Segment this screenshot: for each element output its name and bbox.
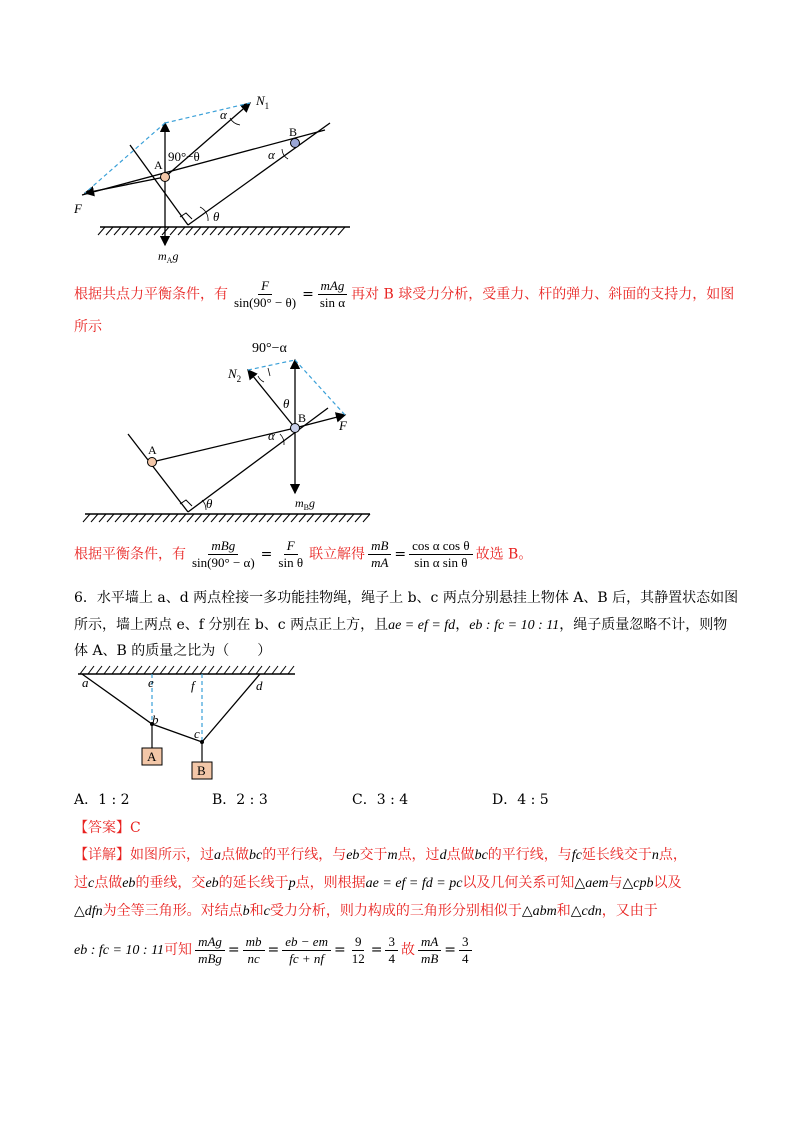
- label-d: d: [256, 678, 263, 693]
- para2-frac2: $\frac{F}{\text{sin θ}}$: [278, 538, 304, 570]
- alpha-b-label: α: [268, 147, 275, 162]
- f-label: F: [339, 418, 347, 433]
- svg-text:B: B: [197, 763, 206, 778]
- n2-label: $N_2$: [228, 366, 242, 384]
- mg-label: $m_Bg$: [295, 496, 316, 512]
- f-label: F: [74, 201, 82, 216]
- option-b[interactable]: B．2 : 3: [212, 792, 268, 808]
- detail-line1: 【详解】如图所示，过a点做bc的平行线，与eb交于m点，过d点做bc的平行线，与fc延长线交于n点，: [74, 847, 687, 863]
- angle-top-label: 90°−θ: [168, 149, 200, 164]
- angle-90-alpha-label: 90°−α: [252, 341, 287, 356]
- label-f: f: [191, 678, 195, 693]
- theta-label: θ: [206, 496, 213, 511]
- label-e: e: [148, 675, 154, 690]
- alpha-top-label: α: [220, 107, 227, 122]
- alpha-label: α: [268, 428, 275, 443]
- label-a: a: [82, 675, 89, 690]
- option-d[interactable]: D．4 : 5: [492, 792, 549, 808]
- answer-line: 【答案】C: [74, 820, 141, 836]
- label-c: c: [194, 726, 200, 741]
- svg-text:A: A: [147, 749, 157, 764]
- para2-mid: 联立解得: [309, 546, 366, 563]
- b-label: B: [289, 125, 298, 139]
- option-c[interactable]: C．3 : 4: [352, 792, 409, 808]
- figure-1-force-diagram-A: [60, 85, 370, 270]
- detail-line2: 过c点做eb的垂线，交eb的延长线于p点，则根据ae = ef = fd = pc以及几何关系可知△aem与△cpb以及: [74, 875, 682, 891]
- theta-top-label: θ: [283, 396, 290, 411]
- a-label: A: [154, 158, 163, 172]
- n1-label: $N_1$: [256, 93, 270, 111]
- para2-frac4: $\frac{\text{cos α cos θ}}{\text{sin α sin θ}}$: [409, 538, 472, 571]
- paragraph-1: 根据共点力平衡条件，有 $\frac{F}{\sin(90^\circ - \theta)}$ = $\frac{\text{mAg}}{\text{sin α}}$ 再对 B 球受力分析，受重力、杆的弹力、斜面的支持力，如图: [74, 278, 735, 310]
- para1-frac2: $\frac{\text{mAg}}{\text{sin α}}$: [317, 278, 348, 311]
- detail-line4: eb : fc = 10 : 11可知 $\frac{\text{mAg}}{\text{mBg}}$ = $\frac{mb}{nc}$ = $\frac{eb - em}{fc + nf}$ = $\frac{9}{12}$ = $\frac{3}{4}$ 故 $\frac{mA}{mB}$ = $\frac{3}{4}$: [74, 930, 475, 971]
- figure-3-rope-diagram: [70, 662, 310, 782]
- para2-suffix: 故选 B。: [475, 546, 533, 563]
- figure-2-force-diagram-B: [80, 338, 380, 528]
- question-6-line3: 体 A、B 的质量之比为（ ）: [74, 643, 272, 659]
- option-a[interactable]: A．1 : 2: [74, 792, 130, 808]
- para2-prefix: 根据平衡条件，有: [74, 546, 186, 563]
- eq-ae-ef-fd: ae = ef = fd: [388, 618, 456, 633]
- theta-label: θ: [213, 209, 220, 224]
- paragraph-1-line2: 所示: [74, 319, 102, 335]
- b-label: B: [298, 411, 307, 425]
- para1-suffix: 再对 B 球受力分析，受重力、杆的弹力、斜面的支持力，如图: [351, 286, 735, 303]
- paragraph-2: 根据平衡条件，有 $\frac{\text{mBg}}{\sin(90^\circ - \alpha)}$ = $\frac{F}{\text{sin θ}}$ 联立解得 $\frac{mB}{mA}$ = $\frac{\text{cos α cos θ}}{\text{sin α sin θ}}$ 故选 B。: [74, 538, 533, 570]
- a-label: A: [148, 443, 157, 457]
- label-b: b: [152, 712, 159, 727]
- para1-frac1: $\frac{F}{\sin(90^\circ - \theta)}$: [234, 278, 297, 310]
- question-6-line1: 6．水平墙上 a、d 两点栓接一多功能挂物绳，绳子上 b、c 两点分别悬挂上物体 A、B 后，其静置状态如图: [74, 590, 739, 606]
- para1-prefix: 根据共点力平衡条件，有: [74, 286, 228, 303]
- answer-value: C: [130, 820, 141, 836]
- para2-frac3: $\frac{mB}{mA}$: [368, 538, 391, 571]
- para2-frac1: $\frac{\text{mBg}}{\sin(90^\circ - \alpha)}$: [192, 538, 255, 570]
- question-6-line2: 所示，墙上两点 e、f 分别在 b、c 两点正上方，且ae = ef = fd，eb : fc = 10 : 11，绳子质量忽略不计，则物: [74, 617, 728, 633]
- eq-eb-fc: eb : fc = 10 : 11: [469, 618, 560, 633]
- detail-line3: △dfn为全等三角形。对结点b和c受力分析，则力构成的三角形分别相似于△abm和△cdn，又由于: [74, 903, 658, 919]
- mg-label: $m_Ag$: [158, 249, 179, 265]
